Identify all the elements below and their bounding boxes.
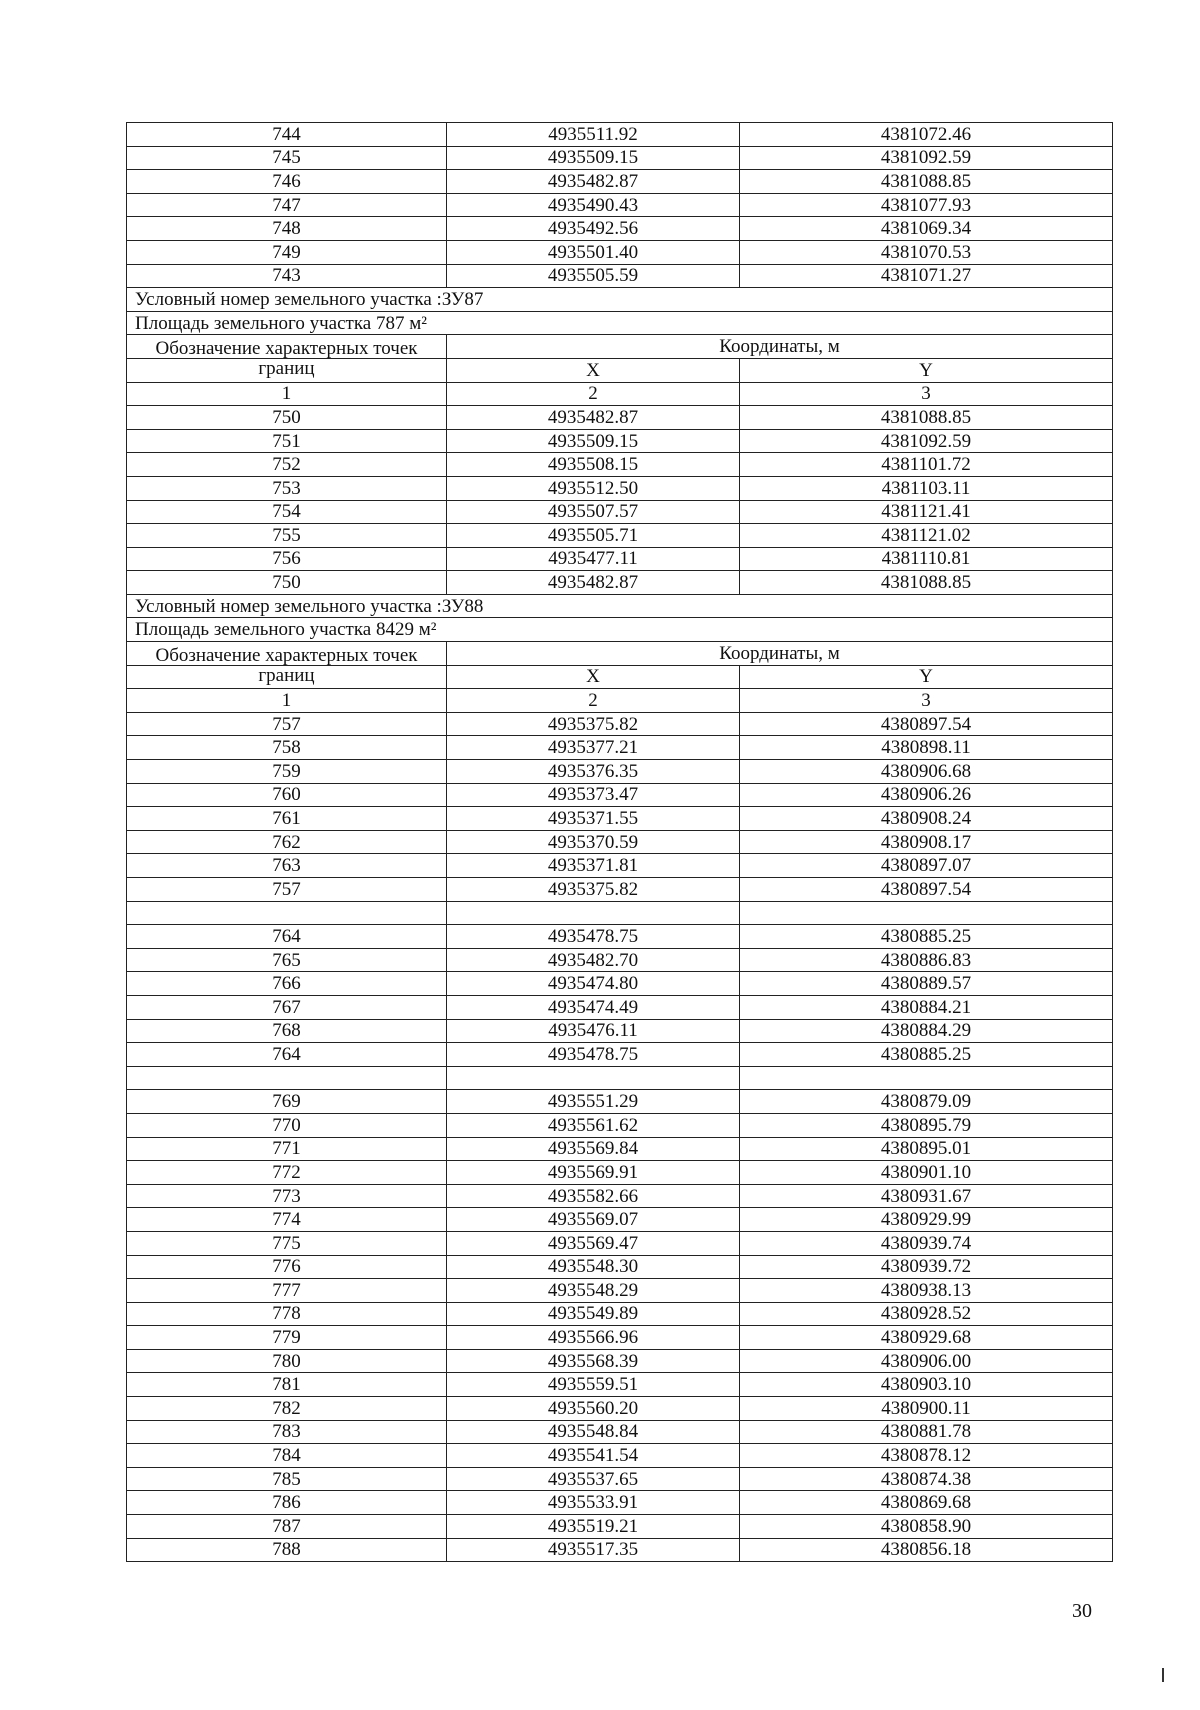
point-number: 778 — [127, 1302, 447, 1326]
table-row — [127, 1255, 1113, 1279]
x-coordinate: 4935482.87 — [447, 406, 740, 430]
y-coordinate: 4380900.11 — [740, 1397, 1113, 1421]
header-row — [127, 642, 1113, 666]
table-row — [127, 736, 1113, 760]
point-number: 759 — [127, 760, 447, 784]
y-coordinate: 4381077.93 — [740, 193, 1113, 217]
y-coordinate: 4381072.46 — [740, 123, 1113, 147]
point-number: 749 — [127, 240, 447, 264]
point-number: 750 — [127, 406, 447, 430]
x-header: X — [447, 665, 740, 689]
x-coordinate: 4935371.81 — [447, 854, 740, 878]
x-coordinate: 4935482.87 — [447, 170, 740, 194]
x-coordinate: 4935476.11 — [447, 1019, 740, 1043]
x-coordinate: 4935474.80 — [447, 972, 740, 996]
y-coordinate: 4380897.54 — [740, 712, 1113, 736]
y-coordinate: 4380869.68 — [740, 1491, 1113, 1515]
table-row — [127, 830, 1113, 854]
table-row — [127, 476, 1113, 500]
table-row — [127, 712, 1113, 736]
point-number: 756 — [127, 547, 447, 571]
table-row — [127, 1279, 1113, 1303]
table-row — [127, 571, 1113, 595]
point-number: 781 — [127, 1373, 447, 1397]
point-number: 784 — [127, 1444, 447, 1468]
x-coordinate: 4935548.30 — [447, 1255, 740, 1279]
point-label-header: Обозначение характерных точек — [127, 335, 447, 359]
point-number: 752 — [127, 453, 447, 477]
separator-row — [127, 1066, 1113, 1090]
point-number: 777 — [127, 1279, 447, 1303]
table-row — [127, 1043, 1113, 1067]
parcel-area-label: Площадь земельного участка 787 м² — [127, 311, 1113, 335]
x-coordinate: 4935482.87 — [447, 571, 740, 595]
y-coordinate: 4380929.99 — [740, 1208, 1113, 1232]
point-number: 745 — [127, 146, 447, 170]
table-row — [127, 1113, 1113, 1137]
y-coordinate: 4380895.01 — [740, 1137, 1113, 1161]
y-coordinate: 4380874.38 — [740, 1467, 1113, 1491]
point-number: 743 — [127, 264, 447, 288]
column-number: 3 — [740, 382, 1113, 406]
table-row — [127, 783, 1113, 807]
empty-cell — [127, 1066, 447, 1090]
point-number: 786 — [127, 1491, 447, 1515]
point-number: 787 — [127, 1515, 447, 1539]
empty-cell — [447, 1066, 740, 1090]
y-coordinate: 4381092.59 — [740, 429, 1113, 453]
x-coordinate: 4935501.40 — [447, 240, 740, 264]
table-row — [127, 123, 1113, 147]
point-number: 748 — [127, 217, 447, 241]
y-coordinate: 4381071.27 — [740, 264, 1113, 288]
point-number: 766 — [127, 972, 447, 996]
point-number: 782 — [127, 1397, 447, 1421]
x-coordinate: 4935559.51 — [447, 1373, 740, 1397]
table-row — [127, 1373, 1113, 1397]
x-coordinate: 4935551.29 — [447, 1090, 740, 1114]
column-number: 2 — [447, 382, 740, 406]
x-coordinate: 4935582.66 — [447, 1184, 740, 1208]
y-coordinate: 4380889.57 — [740, 972, 1113, 996]
point-number: 769 — [127, 1090, 447, 1114]
column-number-row — [127, 382, 1113, 406]
y-coordinate: 4380881.78 — [740, 1420, 1113, 1444]
coordinates-table — [126, 122, 1113, 1562]
margin-mark — [1162, 1668, 1164, 1682]
column-number-row — [127, 689, 1113, 713]
y-coordinate: 4380858.90 — [740, 1515, 1113, 1539]
x-coordinate: 4935474.49 — [447, 995, 740, 1019]
point-number: 750 — [127, 571, 447, 595]
y-coordinate: 4380929.68 — [740, 1326, 1113, 1350]
x-coordinate: 4935477.11 — [447, 547, 740, 571]
x-coordinate: 4935566.96 — [447, 1326, 740, 1350]
parcel-number-row — [127, 594, 1113, 618]
point-label-header-cont: границ — [127, 665, 447, 689]
header-row — [127, 335, 1113, 359]
x-coordinate: 4935508.15 — [447, 453, 740, 477]
y-coordinate: 4380908.17 — [740, 830, 1113, 854]
y-coordinate: 4380938.13 — [740, 1279, 1113, 1303]
parcel-area-row — [127, 618, 1113, 642]
table-row — [127, 240, 1113, 264]
point-number: 763 — [127, 854, 447, 878]
y-coordinate: 4381088.85 — [740, 406, 1113, 430]
y-coordinate: 4381088.85 — [740, 170, 1113, 194]
y-coordinate: 4380885.25 — [740, 1043, 1113, 1067]
x-coordinate: 4935519.21 — [447, 1515, 740, 1539]
table-row — [127, 1515, 1113, 1539]
coords-header: Координаты, м — [447, 642, 1113, 666]
y-coordinate: 4380897.07 — [740, 854, 1113, 878]
x-coordinate: 4935478.75 — [447, 1043, 740, 1067]
x-coordinate: 4935492.56 — [447, 217, 740, 241]
table-row — [127, 170, 1113, 194]
parcel-number-row — [127, 288, 1113, 312]
empty-cell — [740, 1066, 1113, 1090]
table-row — [127, 1208, 1113, 1232]
point-number: 757 — [127, 878, 447, 902]
table-row — [127, 995, 1113, 1019]
x-coordinate: 4935509.15 — [447, 429, 740, 453]
point-label-header-cont: границ — [127, 358, 447, 382]
column-number: 1 — [127, 382, 447, 406]
y-coordinate: 4380939.74 — [740, 1231, 1113, 1255]
x-coordinate: 4935561.62 — [447, 1113, 740, 1137]
y-coordinate: 4380884.29 — [740, 1019, 1113, 1043]
point-number: 776 — [127, 1255, 447, 1279]
x-coordinate: 4935478.75 — [447, 925, 740, 949]
x-coordinate: 4935490.43 — [447, 193, 740, 217]
point-number: 757 — [127, 712, 447, 736]
parcel-area-row — [127, 311, 1113, 335]
table-row — [127, 193, 1113, 217]
point-number: 747 — [127, 193, 447, 217]
table-row — [127, 1161, 1113, 1185]
x-coordinate: 4935569.07 — [447, 1208, 740, 1232]
x-coordinate: 4935568.39 — [447, 1349, 740, 1373]
y-coordinate: 4381088.85 — [740, 571, 1113, 595]
y-coordinate: 4381070.53 — [740, 240, 1113, 264]
y-coordinate: 4380901.10 — [740, 1161, 1113, 1185]
x-coordinate: 4935371.55 — [447, 807, 740, 831]
y-coordinate: 4381101.72 — [740, 453, 1113, 477]
x-coordinate: 4935507.57 — [447, 500, 740, 524]
table-row — [127, 264, 1113, 288]
x-coordinate: 4935537.65 — [447, 1467, 740, 1491]
x-coordinate: 4935511.92 — [447, 123, 740, 147]
y-header: Y — [740, 665, 1113, 689]
coords-header: Координаты, м — [447, 335, 1113, 359]
table-row — [127, 807, 1113, 831]
table-row — [127, 1231, 1113, 1255]
header-row — [127, 665, 1113, 689]
table-row — [127, 429, 1113, 453]
y-coordinate: 4380886.83 — [740, 948, 1113, 972]
parcel-number-label: Условный номер земельного участка :ЗУ87 — [127, 288, 1113, 312]
y-coordinate: 4381110.81 — [740, 547, 1113, 571]
table-row — [127, 854, 1113, 878]
y-coordinate: 4380897.54 — [740, 878, 1113, 902]
table-row — [127, 1444, 1113, 1468]
table-row — [127, 406, 1113, 430]
table-row — [127, 948, 1113, 972]
point-number: 753 — [127, 476, 447, 500]
table-row — [127, 1019, 1113, 1043]
table-row — [127, 217, 1113, 241]
y-coordinate: 4380895.79 — [740, 1113, 1113, 1137]
x-coordinate: 4935569.84 — [447, 1137, 740, 1161]
separator-row — [127, 901, 1113, 925]
x-coordinate: 4935509.15 — [447, 146, 740, 170]
x-coordinate: 4935541.54 — [447, 1444, 740, 1468]
column-number: 1 — [127, 689, 447, 713]
point-number: 780 — [127, 1349, 447, 1373]
y-header: Y — [740, 358, 1113, 382]
x-coordinate: 4935548.84 — [447, 1420, 740, 1444]
point-number: 758 — [127, 736, 447, 760]
x-coordinate: 4935482.70 — [447, 948, 740, 972]
empty-cell — [127, 901, 447, 925]
x-coordinate: 4935512.50 — [447, 476, 740, 500]
y-coordinate: 4380884.21 — [740, 995, 1113, 1019]
point-number: 785 — [127, 1467, 447, 1491]
point-number: 764 — [127, 1043, 447, 1067]
y-coordinate: 4381121.02 — [740, 524, 1113, 548]
table-row — [127, 453, 1113, 477]
y-coordinate: 4380903.10 — [740, 1373, 1113, 1397]
y-coordinate: 4380885.25 — [740, 925, 1113, 949]
x-coordinate: 4935505.71 — [447, 524, 740, 548]
x-coordinate: 4935569.47 — [447, 1231, 740, 1255]
point-number: 774 — [127, 1208, 447, 1232]
empty-cell — [447, 901, 740, 925]
y-coordinate: 4381103.11 — [740, 476, 1113, 500]
table-row — [127, 1349, 1113, 1373]
table-row — [127, 1090, 1113, 1114]
point-number: 755 — [127, 524, 447, 548]
x-coordinate: 4935560.20 — [447, 1397, 740, 1421]
y-coordinate: 4380879.09 — [740, 1090, 1113, 1114]
y-coordinate: 4381069.34 — [740, 217, 1113, 241]
y-coordinate: 4380906.00 — [740, 1349, 1113, 1373]
point-number: 751 — [127, 429, 447, 453]
table-row — [127, 500, 1113, 524]
table-row — [127, 1420, 1113, 1444]
point-number: 775 — [127, 1231, 447, 1255]
table-row — [127, 547, 1113, 571]
point-number: 762 — [127, 830, 447, 854]
x-coordinate: 4935377.21 — [447, 736, 740, 760]
x-coordinate: 4935533.91 — [447, 1491, 740, 1515]
table-row — [127, 524, 1113, 548]
table-row — [127, 760, 1113, 784]
table-row — [127, 1538, 1113, 1562]
x-coordinate: 4935505.59 — [447, 264, 740, 288]
point-number: 773 — [127, 1184, 447, 1208]
y-coordinate: 4380928.52 — [740, 1302, 1113, 1326]
table-row — [127, 1302, 1113, 1326]
point-number: 765 — [127, 948, 447, 972]
point-number: 772 — [127, 1161, 447, 1185]
x-coordinate: 4935548.29 — [447, 1279, 740, 1303]
x-coordinate: 4935517.35 — [447, 1538, 740, 1562]
table-row — [127, 972, 1113, 996]
x-coordinate: 4935373.47 — [447, 783, 740, 807]
table-row — [127, 1467, 1113, 1491]
point-number: 764 — [127, 925, 447, 949]
y-coordinate: 4380908.24 — [740, 807, 1113, 831]
point-number: 779 — [127, 1326, 447, 1350]
header-row — [127, 358, 1113, 382]
parcel-number-label: Условный номер земельного участка :ЗУ88 — [127, 594, 1113, 618]
y-coordinate: 4381092.59 — [740, 146, 1113, 170]
column-number: 3 — [740, 689, 1113, 713]
point-number: 770 — [127, 1113, 447, 1137]
x-coordinate: 4935375.82 — [447, 712, 740, 736]
point-number: 783 — [127, 1420, 447, 1444]
page-number: 30 — [1072, 1600, 1092, 1622]
point-number: 761 — [127, 807, 447, 831]
x-coordinate: 4935376.35 — [447, 760, 740, 784]
table-row — [127, 146, 1113, 170]
x-header: X — [447, 358, 740, 382]
x-coordinate: 4935375.82 — [447, 878, 740, 902]
point-label-header: Обозначение характерных точек — [127, 642, 447, 666]
table-row — [127, 1184, 1113, 1208]
y-coordinate: 4380856.18 — [740, 1538, 1113, 1562]
point-number: 746 — [127, 170, 447, 194]
table-row — [127, 925, 1113, 949]
y-coordinate: 4380878.12 — [740, 1444, 1113, 1468]
point-number: 754 — [127, 500, 447, 524]
y-coordinate: 4380906.68 — [740, 760, 1113, 784]
point-number: 788 — [127, 1538, 447, 1562]
point-number: 771 — [127, 1137, 447, 1161]
table-row — [127, 1326, 1113, 1350]
point-number: 767 — [127, 995, 447, 1019]
table-row — [127, 1491, 1113, 1515]
point-number: 768 — [127, 1019, 447, 1043]
point-number: 760 — [127, 783, 447, 807]
point-number: 744 — [127, 123, 447, 147]
x-coordinate: 4935569.91 — [447, 1161, 740, 1185]
y-coordinate: 4380906.26 — [740, 783, 1113, 807]
parcel-area-label: Площадь земельного участка 8429 м² — [127, 618, 1113, 642]
table-row — [127, 878, 1113, 902]
empty-cell — [740, 901, 1113, 925]
y-coordinate: 4380931.67 — [740, 1184, 1113, 1208]
y-coordinate: 4380939.72 — [740, 1255, 1113, 1279]
column-number: 2 — [447, 689, 740, 713]
table-row — [127, 1137, 1113, 1161]
table-row — [127, 1397, 1113, 1421]
y-coordinate: 4380898.11 — [740, 736, 1113, 760]
x-coordinate: 4935370.59 — [447, 830, 740, 854]
y-coordinate: 4381121.41 — [740, 500, 1113, 524]
x-coordinate: 4935549.89 — [447, 1302, 740, 1326]
